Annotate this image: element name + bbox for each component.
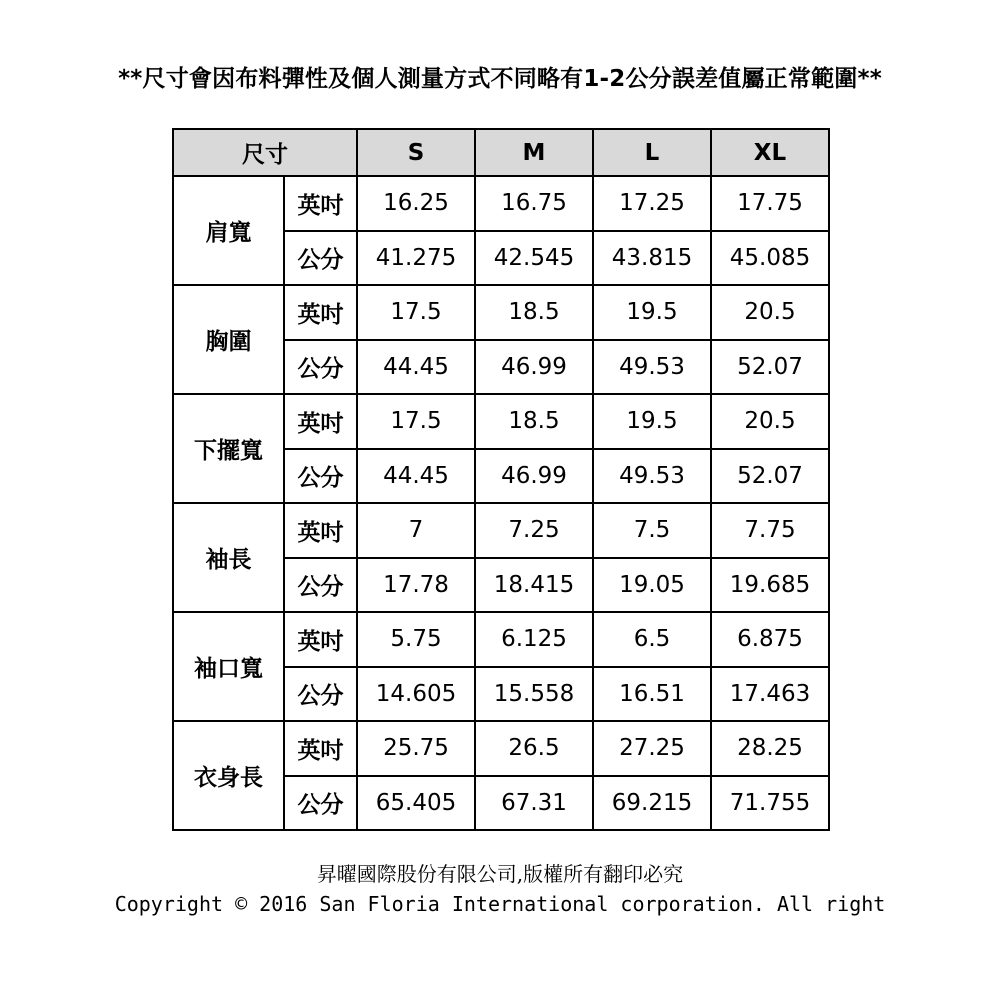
table-cell: 42.545 bbox=[475, 231, 593, 286]
row-group-label: 衣身長 bbox=[173, 721, 284, 830]
table-cell: 65.405 bbox=[357, 776, 475, 831]
table-cell: 52.07 bbox=[711, 340, 829, 395]
table-cell: 69.215 bbox=[593, 776, 711, 831]
table-cell: 14.605 bbox=[357, 667, 475, 722]
unit-label: 英吋 bbox=[284, 285, 357, 340]
unit-label: 英吋 bbox=[284, 503, 357, 558]
table-cell: 49.53 bbox=[593, 340, 711, 395]
table-cell: 25.75 bbox=[357, 721, 475, 776]
row-group-label: 胸圍 bbox=[173, 285, 284, 394]
unit-label: 英吋 bbox=[284, 394, 357, 449]
table-header-row bbox=[173, 129, 829, 176]
table-cell: 19.5 bbox=[593, 394, 711, 449]
table-cell: 18.415 bbox=[475, 558, 593, 613]
table-cell: 46.99 bbox=[475, 449, 593, 504]
unit-label: 公分 bbox=[284, 449, 357, 504]
header-size-xl: XL bbox=[711, 129, 829, 176]
table-cell: 27.25 bbox=[593, 721, 711, 776]
table-cell: 17.25 bbox=[593, 176, 711, 231]
table-cell: 28.25 bbox=[711, 721, 829, 776]
table-cell: 26.5 bbox=[475, 721, 593, 776]
table-cell: 18.5 bbox=[475, 394, 593, 449]
table-cell: 52.07 bbox=[711, 449, 829, 504]
table-cell: 7.5 bbox=[593, 503, 711, 558]
header-size-label: 尺寸 bbox=[173, 129, 357, 176]
table-cell: 45.085 bbox=[711, 231, 829, 286]
table-row bbox=[173, 612, 829, 667]
table-row bbox=[173, 721, 829, 776]
english-copyright-notice: Copyright © 2016 San Floria International corporation. All right bbox=[114, 892, 886, 916]
table-cell: 19.5 bbox=[593, 285, 711, 340]
table-row bbox=[173, 503, 829, 558]
table-cell: 41.275 bbox=[357, 231, 475, 286]
row-group-label: 下擺寬 bbox=[173, 394, 284, 503]
size-notice: **尺寸會因布料彈性及個人測量方式不同略有1-2公分誤差值屬正常範圍** bbox=[118, 66, 882, 92]
row-group-label: 袖長 bbox=[173, 503, 284, 612]
unit-label: 公分 bbox=[284, 776, 357, 831]
table-cell: 6.125 bbox=[475, 612, 593, 667]
table-cell: 17.5 bbox=[357, 394, 475, 449]
header-size-l: L bbox=[593, 129, 711, 176]
row-group-label: 肩寬 bbox=[173, 176, 284, 285]
table-cell: 44.45 bbox=[357, 449, 475, 504]
unit-label: 英吋 bbox=[284, 721, 357, 776]
table-cell: 15.558 bbox=[475, 667, 593, 722]
table-cell: 17.75 bbox=[711, 176, 829, 231]
table-cell: 6.5 bbox=[593, 612, 711, 667]
table-row bbox=[173, 285, 829, 340]
unit-label: 英吋 bbox=[284, 612, 357, 667]
header-size-s: S bbox=[357, 129, 475, 176]
table-cell: 49.53 bbox=[593, 449, 711, 504]
unit-label: 公分 bbox=[284, 231, 357, 286]
table-cell: 43.815 bbox=[593, 231, 711, 286]
unit-label: 公分 bbox=[284, 558, 357, 613]
table-cell: 6.875 bbox=[711, 612, 829, 667]
table-cell: 71.755 bbox=[711, 776, 829, 831]
table-cell: 46.99 bbox=[475, 340, 593, 395]
table-cell: 17.463 bbox=[711, 667, 829, 722]
unit-label: 公分 bbox=[284, 340, 357, 395]
table-row bbox=[173, 394, 829, 449]
size-chart-table bbox=[172, 128, 830, 831]
table-cell: 19.05 bbox=[593, 558, 711, 613]
table-cell: 67.31 bbox=[475, 776, 593, 831]
table-cell: 19.685 bbox=[711, 558, 829, 613]
table-cell: 20.5 bbox=[711, 285, 829, 340]
unit-label: 公分 bbox=[284, 667, 357, 722]
table-cell: 7.25 bbox=[475, 503, 593, 558]
table-cell: 16.25 bbox=[357, 176, 475, 231]
company-copyright-notice: 昇曜國際股份有限公司,版權所有翻印必究 bbox=[316, 862, 684, 886]
table-row bbox=[173, 176, 829, 231]
table-cell: 20.5 bbox=[711, 394, 829, 449]
table-cell: 18.5 bbox=[475, 285, 593, 340]
table-cell: 16.75 bbox=[475, 176, 593, 231]
table-cell: 5.75 bbox=[357, 612, 475, 667]
table-cell: 44.45 bbox=[357, 340, 475, 395]
table-cell: 17.78 bbox=[357, 558, 475, 613]
row-group-label: 袖口寬 bbox=[173, 612, 284, 721]
table-cell: 7 bbox=[357, 503, 475, 558]
header-size-m: M bbox=[475, 129, 593, 176]
table-cell: 7.75 bbox=[711, 503, 829, 558]
table-cell: 16.51 bbox=[593, 667, 711, 722]
table-cell: 17.5 bbox=[357, 285, 475, 340]
unit-label: 英吋 bbox=[284, 176, 357, 231]
